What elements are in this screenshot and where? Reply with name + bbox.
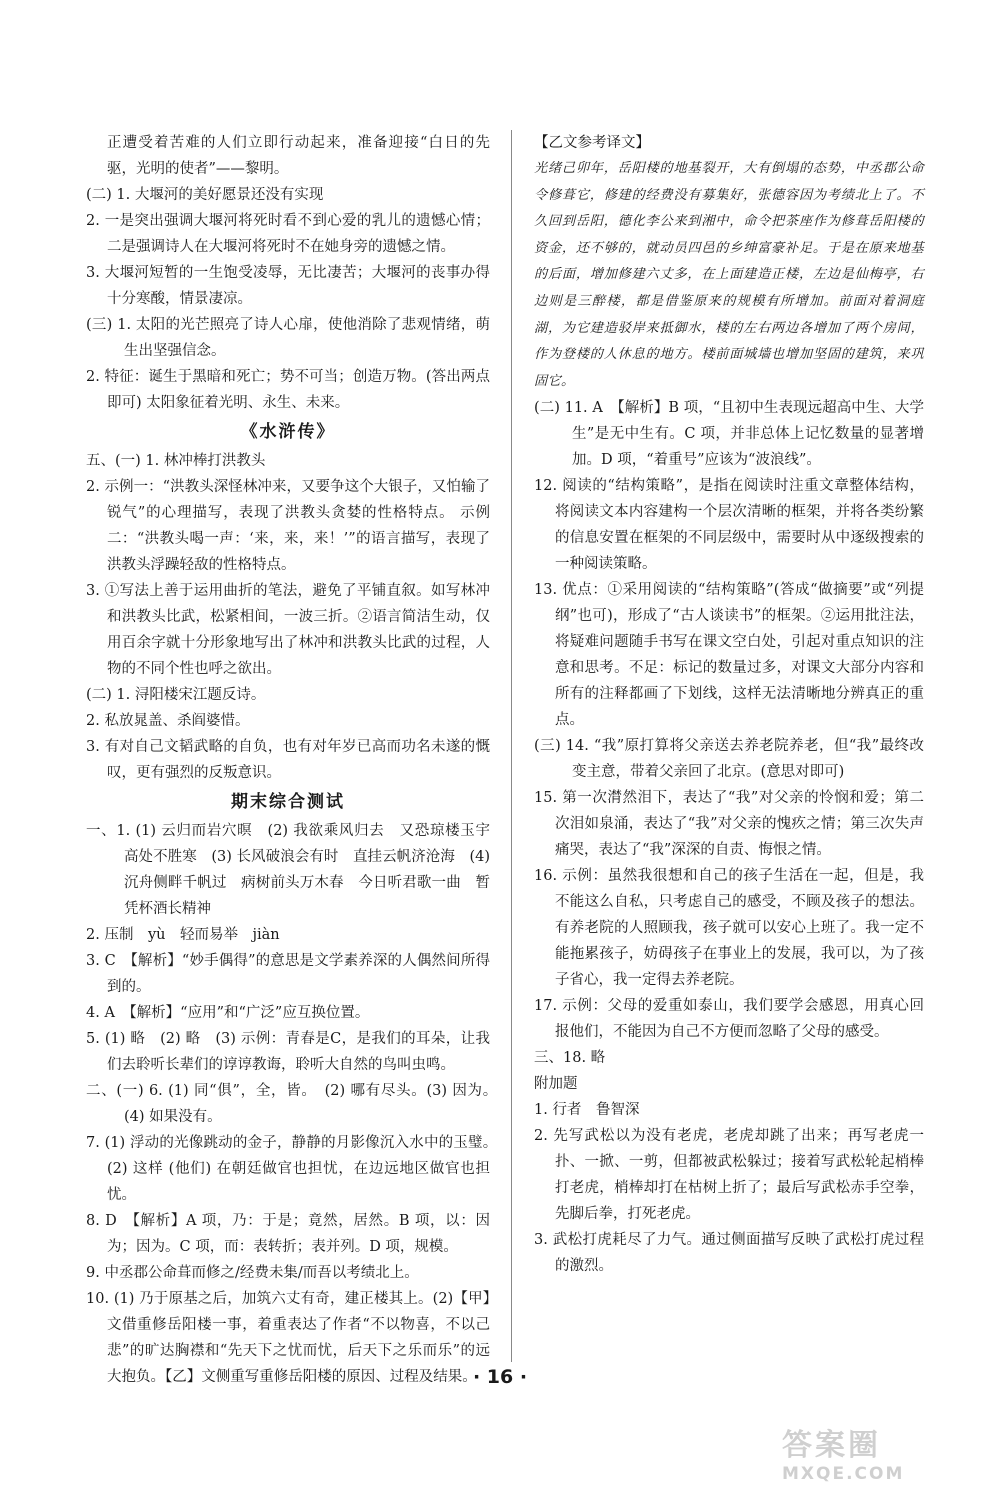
answer-line: (二) 1. 大堰河的美好愿景还没有实现 [86,187,324,203]
answer-line: 2. 压制 yù 轻而易举 jiàn [86,927,280,943]
answer-line: 一、1. (1) 云归而岩穴暝 (2) 我欲乘风归去 又恐琼楼玉宇 高处不胜寒 (3) 长风破浪会有时 直挂云帆济沧海 (4) 沉舟侧畔千帆过 病树前头万木春 今日听君歌一曲 暂凭杯酒长精神 [86,823,505,917]
answer-line: 2. 特征：诞生于黑暗和死亡；势不可当；创造万物。(答出两点即可) 太阳象征着光明、永生、未来。 [86,369,490,411]
answer-line: (二) 1. 浔阳楼宋江题反诗。 [86,687,266,703]
answer-line: 9. 中丞郡公命葺而修之/经费未集/而吾以考绩北上。 [86,1265,419,1281]
answer-line: 16. 示例：虽然我很想和自己的孩子生活在一起，但是，我不能这么自私，只考虑自己的感受，不顾及孩子的想法。有养老院的人照顾我，孩子就可以安心上班了。我一定不能拖累孩子，妨碍孩子在事业上的发展，我可以，为了孩子省心，我一定得去养老院。 [534,868,924,989]
answer-line: 五、(一) 1. 林冲棒打洪教头 [86,453,266,469]
translation-paragraph: 光绪己卯年，岳阳楼的地基裂开，大有倒塌的态势，中丞郡公命令修葺它，修建的经费没有募集好，张德容因为考绩北上了。不久回到岳阳，德化李公来到湘中，命令把茶座作为修葺岳阳楼的资金，还不够的，就动员四邑的乡绅富豪补足。于是在原来地基的后面，增加修建六丈多，在上面建造正楼，左边是仙梅亭，右边则是三醉楼，都是借鉴原来的规模有所增加。前面对着洞庭湖，为它建造驳岸来抵御水，楼的左右两边各增加了两个房间，作为登楼的人休息的地方。楼前面城墙也增加坚固的建筑，来巩固它。 [534,161,924,389]
answer-line: 3. C 【解析】“妙手偶得”的意思是文学素养深的人偶然间所得到的。 [86,953,490,995]
answer-line: 1. 行者 鲁智深 [534,1102,640,1119]
watermark-url: MXQE.COM [782,1464,905,1484]
answer-line: 13. 优点：①采用阅读的“结构策略”(答成“做摘要”或“列提纲”也可)，形成了“古人谈读书”的框架。②运用批注法，将疑难问题随手书写在课文空白处，引起对重点知识的注意和思考。不足：标记的数量过多，对课文大部分内容和所有的注释都画了下划线，这样无法清晰地分辨真正的重点。 [534,582,924,729]
page-number: · 16 · [472,1366,528,1388]
answer-line: 2. 先写武松以为没有老虎，老虎却跳了出来；再写老虎一扑、一掀、一剪，但都被武松躲过；接着写武松轮起梢棒打老虎，梢棒却打在枯树上折了；最后写武松赤手空拳，先脚后拳，打死老虎。 [534,1128,924,1223]
answer-line: 17. 示例：父母的爱重如泰山，我们要学会感恩，用真心回报他们，不能因为自己不方便而忽略了父母的感受。 [534,998,924,1041]
answer-line: 5. (1) 略 (2) 略 (3) 示例：青春是C，是我们的耳朵，让我们去聆听长辈们的谆谆教诲，聆听大自然的鸟叫虫鸣。 [86,1031,490,1073]
answer-line: 2. 示例一：“洪教头深怪林冲来，又要争这个大银子，又怕输了锐气”的心理描写，表现了洪教头贪婪的性格特点。 示例二：“洪教头喝一声：‘来，来，来！’”的语言描写，表现了洪教头浮躁轻敌的性格特点。 [86,479,490,573]
answer-line: 3. 大堰河短暂的一生饱受凌辱，无比凄苦；大堰河的丧事办得十分寒酸，情景凄凉。 [86,265,490,307]
answer-line: 3. 武松打虎耗尽了力气。通过侧面描写反映了武松打虎过程的激烈。 [534,1232,924,1275]
answer-line: 2. 一是突出强调大堰河将死时看不到心爱的乳儿的遗憾心情；二是强调诗人在大堰河将死时不在她身旁的遗憾之情。 [86,213,490,255]
answer-line: 7. (1) 浮动的光像跳动的金子，静静的月影像沉入水中的玉璧。 (2) 这样 (他们) 在朝廷做官也担忧，在边远地区做官也担忧。 [86,1135,505,1203]
answer-line: 二、(一) 6. (1) 同“俱”，全，皆。 (2) 哪有尽头。(3) 因为。 (4) 如果没有。 [86,1083,505,1125]
section-heading: 《水浒传》 [240,422,336,442]
answer-line: 正遭受着苦难的人们立即行动起来，准备迎接“白日的先驱，光明的使者”——黎明。 [107,135,490,177]
answer-line: (三) 1. 太阳的光芒照亮了诗人心扉，使他消除了悲观情绪，萌生出坚强信念。 [86,317,490,359]
answer-line: 三、18. 略 [534,1050,606,1067]
answer-line: 12. 阅读的“结构策略”，是指在阅读时注重文章整体结构，将阅读文本内容建构一个层次清晰的框架，并将各类纷繁的信息安置在框架的不同层级中，需要时从中逐级搜索的一种阅读策略。 [534,478,924,573]
column-divider [511,130,512,1362]
answer-line: 3. ①写法上善于运用曲折的笔法，避免了平铺直叙。如写林冲和洪教头比武，松紧相间，一波三折。②语言简洁生动，仅用百余字就十分形象地写出了林冲和洪教头比武的过程，人物的不同个性也呼之欲出。 [86,583,490,677]
answer-line: 【乙文参考译文】 [534,135,650,151]
answer-line: 3. 有对自己文韬武略的自负，也有对年岁已高而功名未遂的慨叹，更有强烈的反叛意识。 [86,739,490,781]
watermark-logo [782,1420,964,1484]
answer-line: (三) 14. “我”原打算将父亲送去养老院养老，但“我”最终改变主意，带着父亲回了北京。(意思对即可) [534,738,924,781]
answer-line: 15. 第一次潸然泪下，表达了“我”对父亲的怜悯和爱；第二次泪如泉涌，表达了“我”对父亲的愧疚之情；第三次失声痛哭，表达了“我”深深的自责、悔恨之情。 [534,790,924,859]
right-column [534,130,924,1279]
answer-line: 4. A 【解析】“应用”和“广泛”应互换位置。 [86,1005,370,1021]
answer-line: 附加题 [534,1076,578,1093]
answer-line: 10. (1) 乃于原基之后，加筑六丈有奇，建正楼其上。(2)【甲】文借重修岳阳楼一事，着重表达了作者“不以物喜，不以己悲”的旷达胸襟和“先天下之忧而忧，后天下之乐而乐”的远大抱负。【乙】文侧重写重修岳阳楼的原因、过程及结果。 [86,1291,490,1385]
watermark-mark: 答案圈 [782,1428,881,1463]
answer-line: 8. D 【解析】A 项，乃：于是；竟然，居然。B 项，以：因为；因为。C 项，而：表转折；表并列。D 项，规模。 [86,1213,490,1255]
section-heading: 期末综合测试 [231,792,345,812]
answer-line: 2. 私放晁盖、杀阎婆惜。 [86,713,250,729]
answer-line: (二) 11. A 【解析】B 项，“且初中生表现远超高中生、大学生”是无中生有。C 项，并非总体上记忆数量的显著增加。D 项，“着重号”应该为“波浪线”。 [534,400,924,469]
